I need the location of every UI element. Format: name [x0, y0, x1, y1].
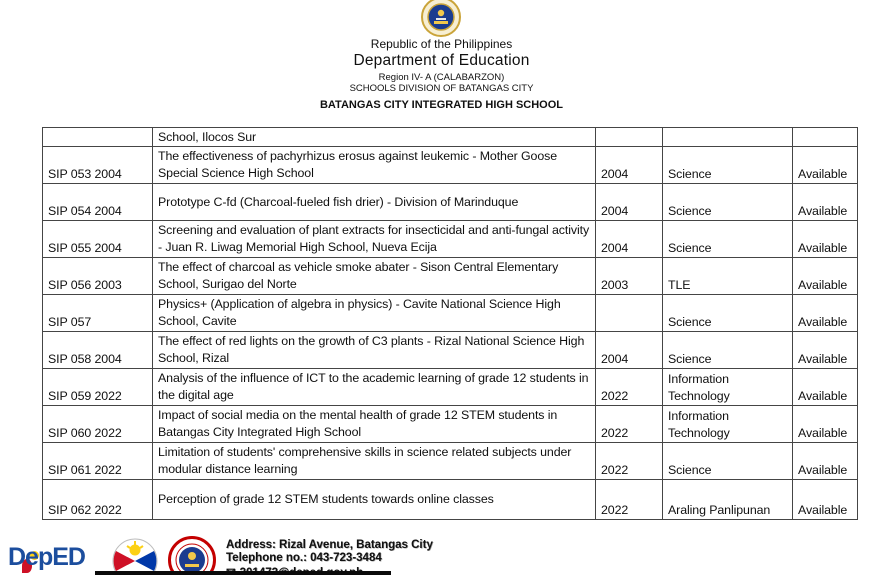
cell-subject: Science	[663, 147, 793, 184]
cell-title: Prototype C-fd (Charcoal-fueled fish drier) - Division of Marinduque	[153, 184, 596, 221]
cell-title: The effect of red lights on the growth of C3 plants - Rizal National Science High School, Rizal	[153, 332, 596, 369]
cell-year: 2022	[596, 480, 663, 520]
cell-year: 2022	[596, 443, 663, 480]
cell-status: Available	[793, 258, 858, 295]
cell-title: Perception of grade 12 STEM students towards online classes	[153, 480, 596, 520]
school-name: BATANGAS CITY INTEGRATED HIGH SCHOOL	[319, 99, 564, 111]
cell-code: SIP 053 2004	[43, 147, 153, 184]
table-row	[43, 258, 858, 295]
region-line: Region IV- A (CALABARZON)	[378, 72, 505, 83]
cell-subject: Science	[663, 295, 793, 332]
cell-code: SIP 056 2003	[43, 258, 153, 295]
cell-title: Analysis of the influence of ICT to the academic learning of grade 12 students in the digital age	[153, 369, 596, 406]
cell-subject: Science	[663, 184, 793, 221]
cell-title: The effect of charcoal as vehicle smoke abater - Sison Central Elementary School, Surigao del Norte	[153, 258, 596, 295]
cell-status: Available	[793, 184, 858, 221]
cell-title: School, Ilocos Sur	[153, 128, 596, 147]
department-title: Department of Education	[353, 52, 530, 69]
table-row	[43, 221, 858, 258]
scan-artifact-bar	[95, 571, 391, 575]
cell-subject: Information Technology	[663, 369, 793, 406]
cell-status: Available	[793, 369, 858, 406]
deped-logo-text: DepED	[8, 543, 85, 571]
philippine-sun-logo-icon	[112, 538, 158, 575]
cell-title: Impact of social media on the mental health of grade 12 STEM students in Batangas City Integrated High School	[153, 406, 596, 443]
cell-title: Limitation of students' comprehensive skills in science related subjects under modular distance learning	[153, 443, 596, 480]
telephone-line: Telephone no.: 043-723-3484	[226, 552, 382, 564]
cell-code: SIP 054 2004	[43, 184, 153, 221]
cell-year: 2003	[596, 258, 663, 295]
research-records-table	[42, 127, 858, 520]
cell-code: SIP 061 2022	[43, 443, 153, 480]
table-row	[43, 443, 858, 480]
cell-subject: Science	[663, 443, 793, 480]
table-row	[43, 295, 858, 332]
table-row	[43, 332, 858, 369]
cell-title: Physics+ (Application of algebra in physics) - Cavite National Science High School, Cavite	[153, 295, 596, 332]
cell-code: SIP 055 2004	[43, 221, 153, 258]
records-table-body	[43, 128, 858, 520]
cell-subject: Information Technology	[663, 406, 793, 443]
cell-code: SIP 060 2022	[43, 406, 153, 443]
cell-subject: Araling Panlipunan	[663, 480, 793, 520]
cell-status: Available	[793, 480, 858, 520]
cell-year: 2004	[596, 332, 663, 369]
cell-subject	[663, 128, 793, 147]
cell-title: The effectiveness of pachyrhizus erosus against leukemic - Mother Goose Special Science High School	[153, 147, 596, 184]
table-row	[43, 406, 858, 443]
cell-title: Screening and evaluation of plant extracts for insecticidal and anti-fungal activity - Juan R. Liwag Memorial High School, Nueva Ecija	[153, 221, 596, 258]
cell-year	[596, 128, 663, 147]
cell-status	[793, 128, 858, 147]
cell-code	[43, 128, 153, 147]
deped-logo	[8, 543, 98, 575]
cell-subject: Science	[663, 221, 793, 258]
deped-seal-icon	[421, 0, 461, 37]
cell-status: Available	[793, 147, 858, 184]
cell-status: Available	[793, 443, 858, 480]
cell-year: 2022	[596, 406, 663, 443]
cell-code: SIP 059 2022	[43, 369, 153, 406]
table-row	[43, 184, 858, 221]
cell-year: 2004	[596, 147, 663, 184]
cell-code: SIP 057	[43, 295, 153, 332]
cell-code: SIP 062 2022	[43, 480, 153, 520]
division-line: SCHOOLS DIVISION OF BATANGAS CITY	[349, 83, 534, 94]
cell-status: Available	[793, 406, 858, 443]
table-row	[43, 369, 858, 406]
cell-year: 2022	[596, 369, 663, 406]
cell-status: Available	[793, 332, 858, 369]
table-row	[43, 128, 858, 147]
cell-code: SIP 058 2004	[43, 332, 153, 369]
table-row	[43, 480, 858, 520]
address-line: Address: Rizal Avenue, Batangas City	[226, 539, 433, 551]
cell-subject: TLE	[663, 258, 793, 295]
cell-year: 2004	[596, 221, 663, 258]
cell-year: 2004	[596, 184, 663, 221]
cell-year	[596, 295, 663, 332]
cell-status: Available	[793, 221, 858, 258]
republic-line: Republic of the Philippines	[370, 37, 513, 51]
table-row	[43, 147, 858, 184]
cell-status: Available	[793, 295, 858, 332]
school-seal-icon	[168, 536, 216, 575]
cell-subject: Science	[663, 332, 793, 369]
